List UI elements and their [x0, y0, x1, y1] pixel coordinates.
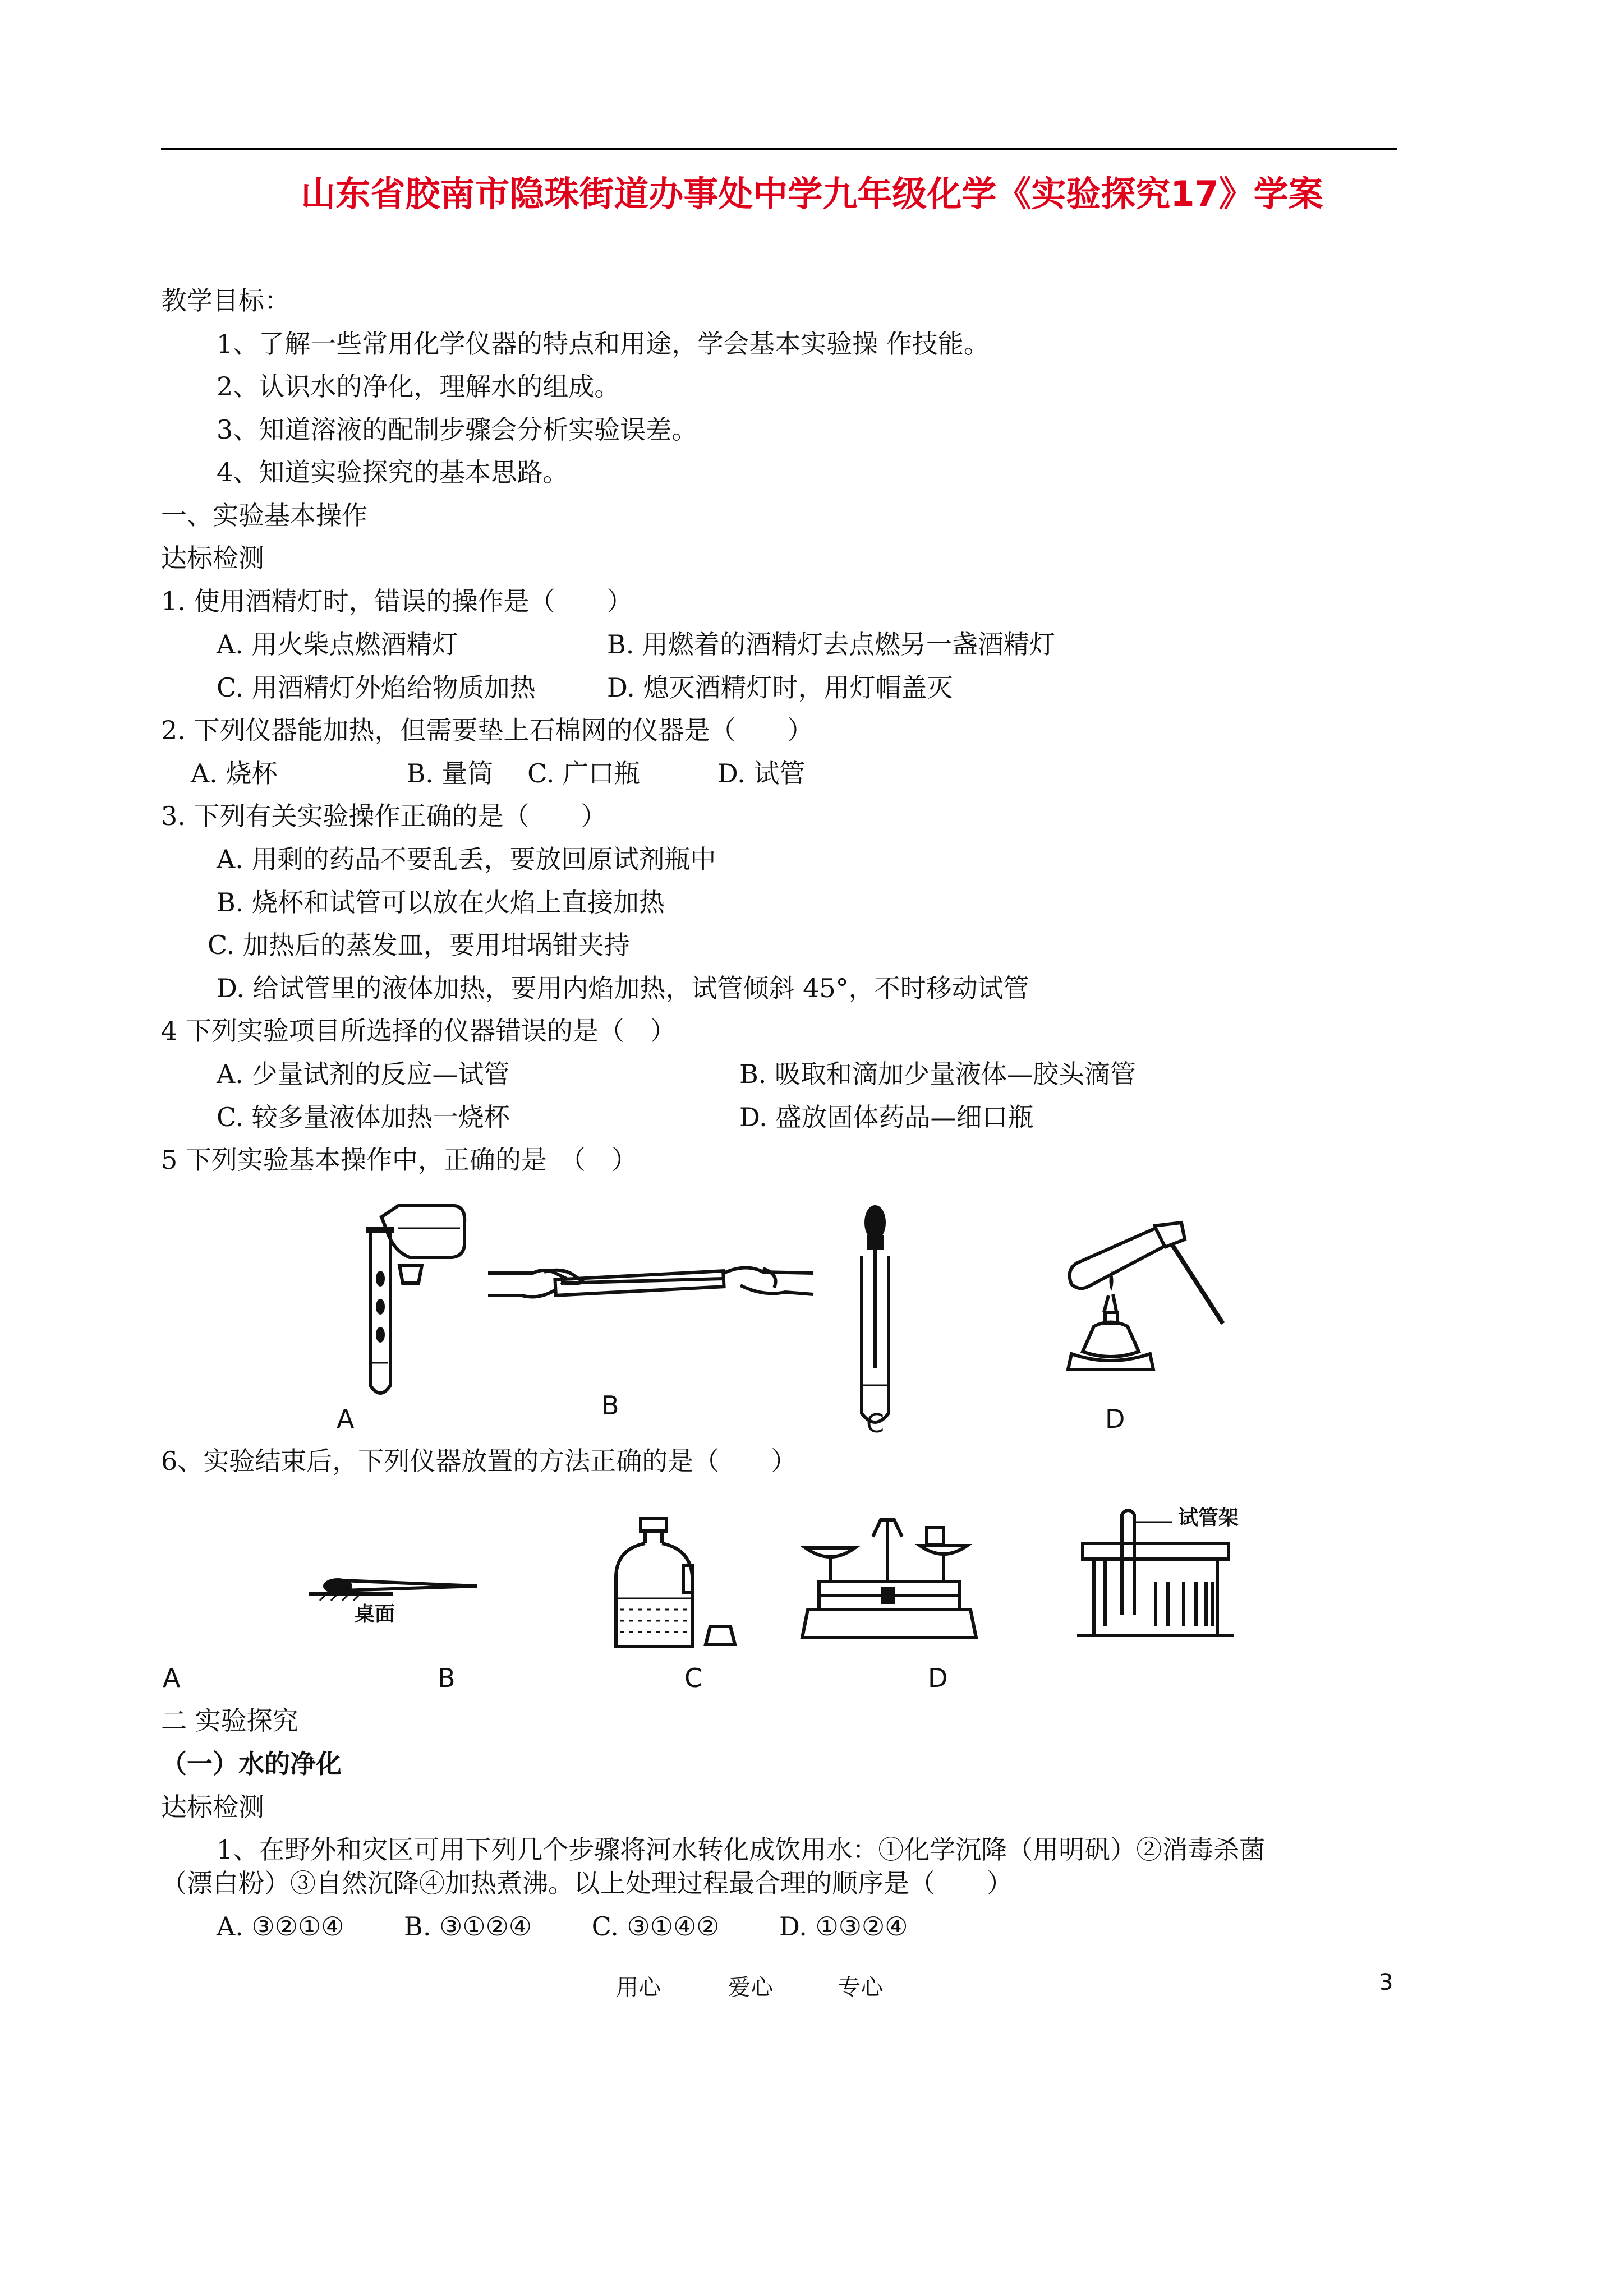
page-number: 3	[1379, 1970, 1393, 1995]
q6-label-d: D	[928, 1663, 948, 1693]
q5-label-d: D	[1105, 1404, 1125, 1434]
q4-option-d: D. 盛放固体药品—细口瓶	[739, 1102, 1034, 1132]
q5-figure-d	[1055, 1211, 1245, 1402]
q2-options: A. 烧杯 B. 量筒 C. 广口瓶 D. 试管	[191, 758, 806, 789]
section1-subheading: 达标检测	[161, 543, 264, 573]
q1-option-a: A. 用火柴点燃酒精灯	[217, 629, 458, 660]
q1-option-b: B. 用燃着的酒精灯去点燃另一盏酒精灯	[607, 629, 1056, 660]
q3-stem: 3. 下列有关实验操作正确的是（ ）	[161, 801, 607, 831]
footer-middle: 爱心	[728, 1975, 773, 2000]
q6-figure-c	[797, 1514, 987, 1654]
s2-q1-options: A. ③②①④ B. ③①②④ C. ③①④② D. ①③②④	[217, 1911, 908, 1942]
q1-stem: 1. 使用酒精灯时，错误的操作是（ ）	[161, 586, 633, 616]
q4-option-a: A. 少量试剂的反应—试管	[217, 1059, 510, 1089]
objective-item: 3、知道溶液的配制步骤会分析实验误差。	[217, 414, 698, 445]
header-rule	[161, 148, 1397, 150]
q3-option-b: B. 烧杯和试管可以放在火焰上直接加热	[217, 887, 665, 918]
section2-subsection: （一）水的净化	[161, 1749, 342, 1779]
q5-label-b: B	[601, 1390, 619, 1421]
q3-option-a: A. 用剩的药品不要乱丢，要放回原试剂瓶中	[217, 844, 716, 874]
q3-option-c: C. 加热后的蒸发皿，要用坩埚钳夹持	[208, 930, 630, 960]
q5-label-a: A	[337, 1404, 355, 1434]
q5-figure-a	[314, 1195, 494, 1430]
section2-subheading: 达标检测	[161, 1792, 264, 1822]
objectives-heading: 教学目标：	[161, 285, 290, 316]
q2-stem: 2. 下列仪器能加热，但需要垫上石棉网的仪器是（ ）	[161, 715, 813, 745]
q6-figure-b	[606, 1514, 746, 1660]
q3-option-d: D. 给试管里的液体加热，要用内焰加热，试管倾斜 45°，不时移动试管	[217, 973, 1029, 1003]
objective-item: 1、了解一些常用化学仪器的特点和用途，学会基本实验操 作技能。	[217, 329, 990, 359]
s2-q1-line2: （漂白粉）③自然沉降④加热煮沸。以上处理过程最合理的顺序是（ ）	[161, 1868, 1013, 1898]
q6-figure-a	[309, 1565, 488, 1621]
q5-label-c: C	[866, 1408, 885, 1439]
q4-option-b: B. 吸取和滴加少量液体—胶头滴管	[739, 1059, 1137, 1089]
q5-stem: 5 下列实验基本操作中，正确的是 （ ）	[161, 1145, 637, 1175]
q4-stem: 4 下列实验项目所选择的仪器错误的是（ ）	[161, 1016, 676, 1046]
q5-figure-b	[482, 1234, 819, 1324]
q4-option-c: C. 较多量液体加热一烧杯	[217, 1102, 510, 1132]
q6-label-a: A	[163, 1663, 181, 1693]
q5-figure-c	[836, 1200, 914, 1436]
q6-label-c: C	[684, 1663, 703, 1693]
q1-option-d: D. 熄灭酒精灯时，用灯帽盖灭	[607, 672, 953, 703]
footer-left: 用心	[616, 1975, 661, 2000]
objective-item: 4、知道实验探究的基本思路。	[217, 457, 569, 487]
q6-label-b: B	[438, 1663, 456, 1693]
q6-stem: 6、实验结束后，下列仪器放置的方法正确的是（ ）	[161, 1446, 797, 1476]
footer-right: 专心	[838, 1975, 883, 2000]
q1-option-c: C. 用酒精灯外焰给物质加热	[217, 672, 536, 703]
q6-rack-label: 试管架	[1178, 1506, 1239, 1529]
q6-desk-label: 桌面	[355, 1602, 395, 1626]
s2-q1-line1: 1、在野外和灾区可用下列几个步骤将河水转化成饮用水：①化学沉降（用明矾）②消毒杀菌	[217, 1834, 1266, 1865]
section1-heading: 一、实验基本操作	[161, 500, 367, 531]
objective-item: 2、认识水的净化，理解水的组成。	[217, 371, 620, 402]
section2-heading: 二 实验探究	[161, 1705, 298, 1736]
page-title: 山东省胶南市隐珠街道办事处中学九年级化学《实验探究17》学案	[301, 173, 1323, 214]
